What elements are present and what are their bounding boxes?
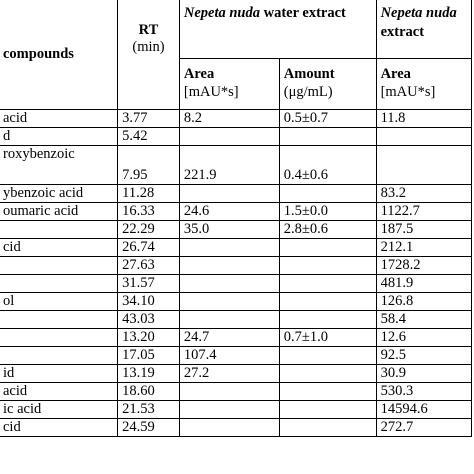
amount-header-label: Amount bbox=[283, 66, 335, 82]
area-cell bbox=[179, 128, 279, 146]
area2-cell: 530.3 bbox=[376, 383, 471, 401]
amount-header bbox=[279, 59, 376, 110]
amount-cell bbox=[279, 185, 376, 203]
rt-cell: 13.20 bbox=[118, 329, 180, 347]
compound-name: acid bbox=[3, 110, 28, 126]
area-cell bbox=[179, 257, 279, 275]
rt-cell: 26.74 bbox=[118, 239, 180, 257]
amount-cell bbox=[279, 401, 376, 419]
rt-cell: 21.53 bbox=[118, 401, 180, 419]
compound-name: acid bbox=[3, 383, 28, 399]
amount-cell bbox=[279, 383, 376, 401]
area-cell bbox=[179, 239, 279, 257]
compound-cell bbox=[0, 146, 118, 185]
area-cell bbox=[179, 275, 279, 293]
compound-cell bbox=[0, 329, 118, 347]
amount-cell: 0.7±1.0 bbox=[279, 329, 376, 347]
compound-name: roxybenzoic bbox=[3, 146, 75, 162]
table-row bbox=[0, 401, 472, 419]
amount-cell bbox=[279, 239, 376, 257]
rt-cell: 24.59 bbox=[118, 419, 180, 437]
compound-name: d bbox=[3, 128, 11, 144]
area-cell: 8.2 bbox=[179, 110, 279, 128]
compound-cell bbox=[0, 401, 118, 419]
area2-cell: 58.4 bbox=[376, 311, 471, 329]
table-row bbox=[0, 365, 472, 383]
amount-cell bbox=[279, 311, 376, 329]
amount-cell: 1.5±0.0 bbox=[279, 203, 376, 221]
amount-cell: 0.4±0.6 bbox=[279, 146, 376, 185]
amount-header-unit: (μg/mL) bbox=[283, 84, 333, 100]
amount-cell bbox=[279, 419, 376, 437]
area-cell bbox=[179, 185, 279, 203]
compounds-header-label: compounds bbox=[3, 46, 74, 62]
amount-cell bbox=[279, 293, 376, 311]
compound-cell bbox=[0, 110, 118, 128]
amount-cell bbox=[279, 347, 376, 365]
compound-cell bbox=[0, 419, 118, 437]
compound-name: ic acid bbox=[3, 401, 42, 417]
rt-cell: 43.03 bbox=[118, 311, 180, 329]
compound-cell bbox=[0, 128, 118, 146]
area2-header-label: Area bbox=[380, 66, 411, 82]
rt-cell: 5.42 bbox=[118, 128, 180, 146]
area2-header bbox=[376, 59, 471, 110]
area-cell bbox=[179, 311, 279, 329]
compound-cell bbox=[0, 221, 118, 239]
area2-cell bbox=[376, 128, 471, 146]
table-row bbox=[0, 311, 472, 329]
area2-cell: 83.2 bbox=[376, 185, 471, 203]
compound-cell bbox=[0, 239, 118, 257]
table-row bbox=[0, 110, 472, 128]
compound-name: ybenzoic acid bbox=[3, 185, 84, 201]
compound-cell bbox=[0, 347, 118, 365]
rt-cell: 16.33 bbox=[118, 203, 180, 221]
area2-cell: 481.9 bbox=[376, 275, 471, 293]
rt-header-label: RT bbox=[138, 22, 159, 38]
area2-cell: 92.5 bbox=[376, 347, 471, 365]
area-cell bbox=[179, 293, 279, 311]
table-row bbox=[0, 185, 472, 203]
second-extract-group-header bbox=[376, 0, 471, 59]
area2-cell: 1122.7 bbox=[376, 203, 471, 221]
amount-cell bbox=[279, 275, 376, 293]
compound-name: cid bbox=[3, 419, 21, 435]
area-header-label: Area bbox=[183, 66, 215, 82]
area2-cell: 30.9 bbox=[376, 365, 471, 383]
compound-cell bbox=[0, 185, 118, 203]
table-row bbox=[0, 419, 472, 437]
rt-header bbox=[118, 0, 180, 110]
compounds-header bbox=[0, 0, 118, 110]
area-cell: 24.6 bbox=[179, 203, 279, 221]
amount-cell: 2.8±0.6 bbox=[279, 221, 376, 239]
compound-cell bbox=[0, 257, 118, 275]
compound-name: cid bbox=[3, 239, 21, 255]
rt-cell: 3.77 bbox=[118, 110, 180, 128]
compound-cell bbox=[0, 311, 118, 329]
group1-suffix: water extract bbox=[263, 5, 346, 21]
rt-cell: 13.19 bbox=[118, 365, 180, 383]
area2-cell: 1728.2 bbox=[376, 257, 471, 275]
water-extract-group-header bbox=[179, 0, 376, 59]
rt-cell: 34.10 bbox=[118, 293, 180, 311]
group1-species: Nepeta nuda bbox=[183, 5, 260, 21]
table-row bbox=[0, 239, 472, 257]
area2-cell: 14594.6 bbox=[376, 401, 471, 419]
area2-cell: 212.1 bbox=[376, 239, 471, 257]
area-cell: 107.4 bbox=[179, 347, 279, 365]
rt-cell: 22.29 bbox=[118, 221, 180, 239]
area2-header-unit: [mAU*s] bbox=[380, 84, 436, 100]
rt-cell: 18.60 bbox=[118, 383, 180, 401]
compound-name: oumaric acid bbox=[3, 203, 79, 219]
rt-cell: 11.28 bbox=[118, 185, 180, 203]
area2-cell bbox=[376, 146, 471, 185]
area-cell bbox=[179, 383, 279, 401]
table-row bbox=[0, 383, 472, 401]
amount-cell bbox=[279, 257, 376, 275]
area-cell bbox=[179, 401, 279, 419]
rt-header-unit: (min) bbox=[132, 39, 165, 55]
table-row bbox=[0, 128, 472, 146]
area2-cell: 187.5 bbox=[376, 221, 471, 239]
amount-cell bbox=[279, 365, 376, 383]
rt-cell: 7.95 bbox=[118, 146, 180, 185]
rt-cell: 31.57 bbox=[118, 275, 180, 293]
rt-cell: 27.63 bbox=[118, 257, 180, 275]
area2-cell: 11.8 bbox=[376, 110, 471, 128]
area2-cell: 12.6 bbox=[376, 329, 471, 347]
table-row bbox=[0, 275, 472, 293]
compound-cell bbox=[0, 275, 118, 293]
group2-species: Nepeta nuda bbox=[380, 5, 457, 21]
table-row bbox=[0, 203, 472, 221]
amount-cell bbox=[279, 128, 376, 146]
compound-cell bbox=[0, 293, 118, 311]
table-row bbox=[0, 146, 472, 185]
table-row bbox=[0, 347, 472, 365]
table-header-row bbox=[0, 0, 472, 59]
compound-cell bbox=[0, 365, 118, 383]
area-header-unit: [mAU*s] bbox=[183, 84, 239, 100]
compound-cell bbox=[0, 203, 118, 221]
table-row bbox=[0, 221, 472, 239]
compound-cell bbox=[0, 383, 118, 401]
area-cell: 221.9 bbox=[179, 146, 279, 185]
group2-suffix: extract bbox=[380, 24, 425, 40]
table-row bbox=[0, 293, 472, 311]
amount-cell: 0.5±0.7 bbox=[279, 110, 376, 128]
compound-name: id bbox=[3, 365, 15, 381]
area2-cell: 126.8 bbox=[376, 293, 471, 311]
area-cell: 27.2 bbox=[179, 365, 279, 383]
table-row bbox=[0, 329, 472, 347]
area2-cell: 272.7 bbox=[376, 419, 471, 437]
compound-name: ol bbox=[3, 293, 15, 309]
area-cell: 35.0 bbox=[179, 221, 279, 239]
area-cell: 24.7 bbox=[179, 329, 279, 347]
area-header bbox=[179, 59, 279, 110]
rt-cell: 17.05 bbox=[118, 347, 180, 365]
area-cell bbox=[179, 419, 279, 437]
table-row bbox=[0, 257, 472, 275]
